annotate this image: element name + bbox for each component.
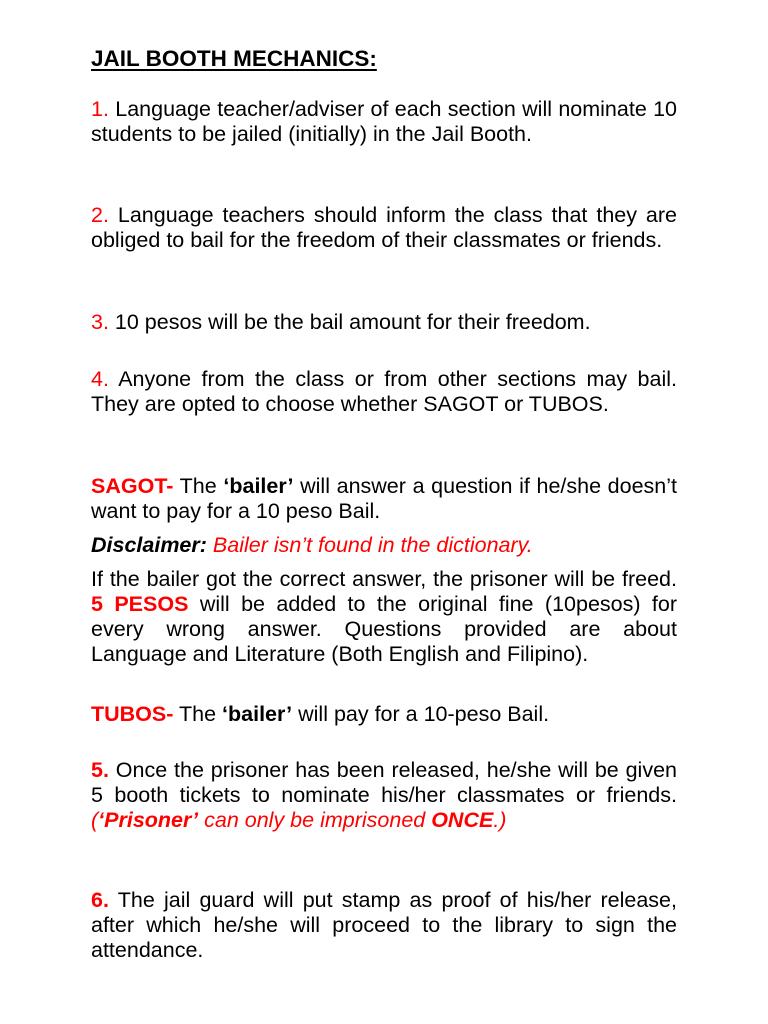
bailer-term: ‘bailer’ (222, 702, 293, 726)
item-number: 1. (91, 97, 109, 121)
mechanic-item-4 (91, 367, 677, 417)
five-pesos-highlight: 5 PESOS (91, 592, 189, 616)
item-text: Language teachers should inform the class that they are obliged to bail for the freedom of their classmates or friends. (91, 203, 677, 252)
sagot-text: The (173, 474, 224, 498)
correct-answer-rule (91, 567, 677, 667)
sagot-option (91, 474, 677, 524)
document-title: JAIL BOOTH MECHANICS: (91, 46, 377, 71)
note-open: ( (91, 808, 99, 832)
note-mid: can only be imprisoned (198, 808, 432, 832)
item-text: 10 pesos will be the bail amount for their freedom. (114, 310, 591, 334)
mechanic-item-6 (91, 888, 677, 963)
item-number: 3. (91, 310, 109, 334)
item-number: 5. (91, 758, 109, 782)
item-text: Language teacher/adviser of each section will nominate 10 students to be jailed (initially) in the Jail Booth. (91, 97, 678, 146)
note-prisoner: ‘Prisoner’ (98, 808, 199, 832)
bailer-term: ‘bailer’ (223, 474, 294, 498)
mechanic-item-3 (91, 310, 677, 335)
note-close: .) (493, 808, 507, 832)
item-text: Once the prisoner has been released, he/she will be given 5 booth tickets to nominate his/her classmates or friends. (91, 758, 677, 807)
mechanic-item-1 (91, 97, 677, 147)
disclaimer (91, 533, 677, 558)
tubos-text: The (173, 702, 223, 726)
item-number: 6. (91, 888, 109, 912)
mechanic-item-5 (91, 758, 677, 833)
tubos-label: TUBOS- (91, 702, 174, 726)
disclaimer-label: Disclaimer: (91, 533, 207, 557)
rule-text: If the bailer got the correct answer, the prisoner will be freed. (91, 567, 677, 591)
sagot-label: SAGOT- (91, 474, 174, 498)
item-text: Anyone from the class or from other sections may bail. They are opted to choose whether SAGOT or TUBOS. (91, 367, 677, 416)
sagot-text: will answer a question if he/she doesn’t want to pay for a 10 peso Bail. (91, 474, 678, 523)
item-text: The jail guard will put stamp as proof of his/her release, after which he/she will proceed to the library to sign the attendance. (91, 888, 677, 962)
tubos-text: will pay for a 10-peso Bail. (292, 702, 550, 726)
disclaimer-text: Bailer isn’t found in the dictionary. (206, 533, 533, 557)
item-number: 4. (91, 367, 109, 391)
item-number: 2. (91, 203, 109, 227)
note-once: ONCE (431, 808, 494, 832)
rule-text: will be added to the original fine (10pesos) for every wrong answer. Questions provided are about Language and Literature (Both English and Filipino). (91, 592, 677, 666)
mechanic-item-2 (91, 203, 677, 253)
tubos-option (91, 702, 677, 727)
